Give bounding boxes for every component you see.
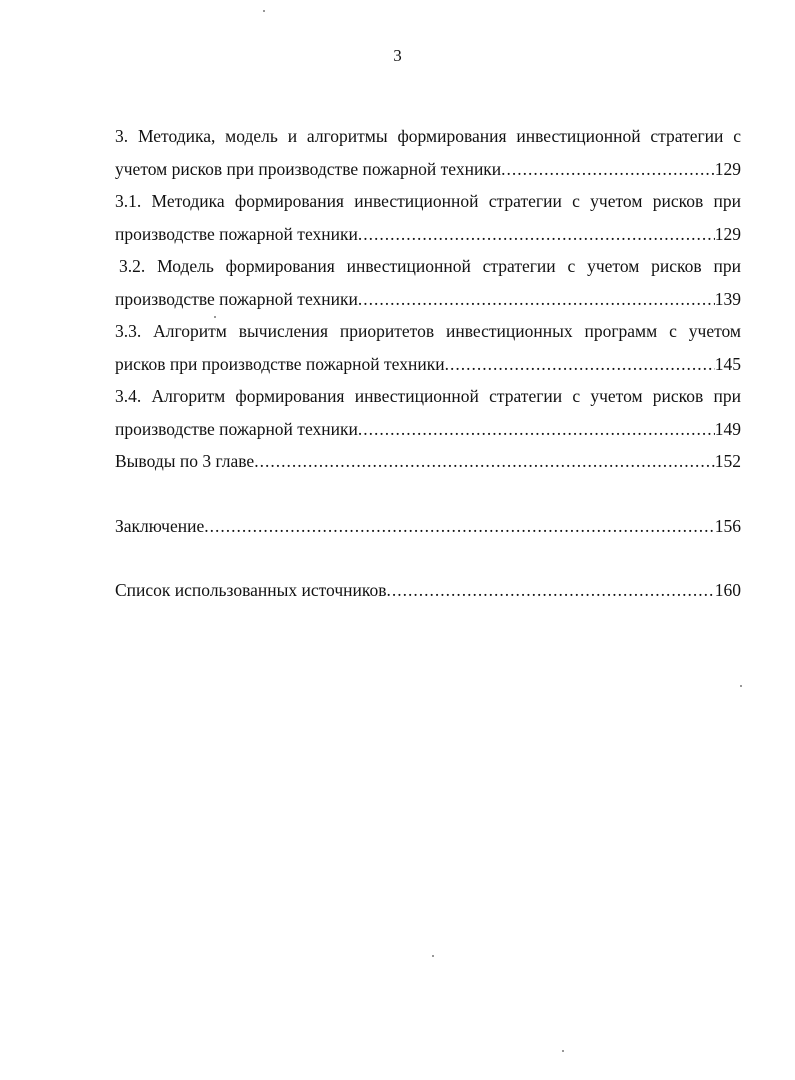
toc-entry-references <box>115 574 741 607</box>
dot-leader <box>254 445 715 478</box>
toc-entry-last-line <box>115 153 741 186</box>
toc-entry-text-line: 3.2. Модель формирования инвестиционной стратегии с учетом рисков при <box>119 256 741 276</box>
toc-entry-text-line: 3.1. Методика формирования инвестиционной стратегии с учетом рисков при <box>115 191 741 211</box>
toc-entry-last-line <box>115 445 741 478</box>
toc-entry-last-line <box>115 510 741 543</box>
toc-entry-last-line <box>115 413 741 446</box>
toc-entry-text: производстве пожарной техники <box>115 223 358 244</box>
toc-entry-last-line <box>115 218 741 251</box>
toc-entry-text: производстве пожарной техники <box>115 288 358 309</box>
toc-entry-conclusions-chapter-3 <box>115 445 741 478</box>
dot-leader <box>358 413 715 446</box>
toc-page-number: 129 <box>714 223 741 244</box>
scan-speck <box>740 685 742 687</box>
toc-entry-last-line <box>115 574 741 607</box>
toc-entry-text: учетом рисков при производстве пожарной техники <box>115 158 502 179</box>
dot-leader <box>358 283 715 316</box>
toc-entry-last-line <box>115 348 741 381</box>
dot-leader <box>501 153 715 186</box>
toc-entry-text-line: 3.3. Алгоритм вычисления приоритетов инвестиционных программ с учетом <box>115 321 741 341</box>
toc-entry-text: Выводы по 3 главе <box>115 451 255 471</box>
scan-speck <box>562 1050 564 1052</box>
toc-page-number: 139 <box>714 288 741 309</box>
toc-entry-3-4 <box>115 380 741 445</box>
toc-entry-3-1 <box>115 185 741 250</box>
scan-speck <box>263 10 265 12</box>
page-number: 3 <box>393 46 402 65</box>
toc-page-number: 149 <box>714 418 741 439</box>
table-of-contents <box>115 120 741 607</box>
toc-entry-text-line: 3.4. Алгоритм формирования инвестиционной стратегии с учетом рисков при <box>115 386 741 406</box>
toc-page-number: 145 <box>714 353 741 374</box>
toc-entry-text: Список использованных источников <box>115 580 387 600</box>
toc-entry-text: Заключение <box>115 515 205 536</box>
toc-entry-3-2 <box>115 250 741 315</box>
toc-page-number: 129 <box>714 158 741 179</box>
toc-entry-3-3 <box>115 315 741 380</box>
toc-page-number: 156 <box>714 515 741 536</box>
dot-leader <box>204 510 715 543</box>
dot-leader <box>387 574 715 607</box>
toc-entry-3 <box>115 120 741 185</box>
dot-leader <box>445 348 715 381</box>
toc-entry-text: производстве пожарной техники <box>115 418 358 439</box>
toc-page-number: 152 <box>714 451 741 471</box>
toc-page-number: 160 <box>714 580 741 600</box>
toc-entry-conclusion <box>115 510 741 543</box>
dot-leader <box>358 218 715 251</box>
toc-entry-last-line <box>115 283 741 316</box>
toc-entry-text: рисков при производстве пожарной техники <box>115 353 445 374</box>
scan-speck <box>214 316 216 318</box>
scan-speck <box>432 955 434 957</box>
toc-entry-text-line: 3. Методика, модель и алгоритмы формирования инвестиционной стратегии с <box>115 126 741 146</box>
